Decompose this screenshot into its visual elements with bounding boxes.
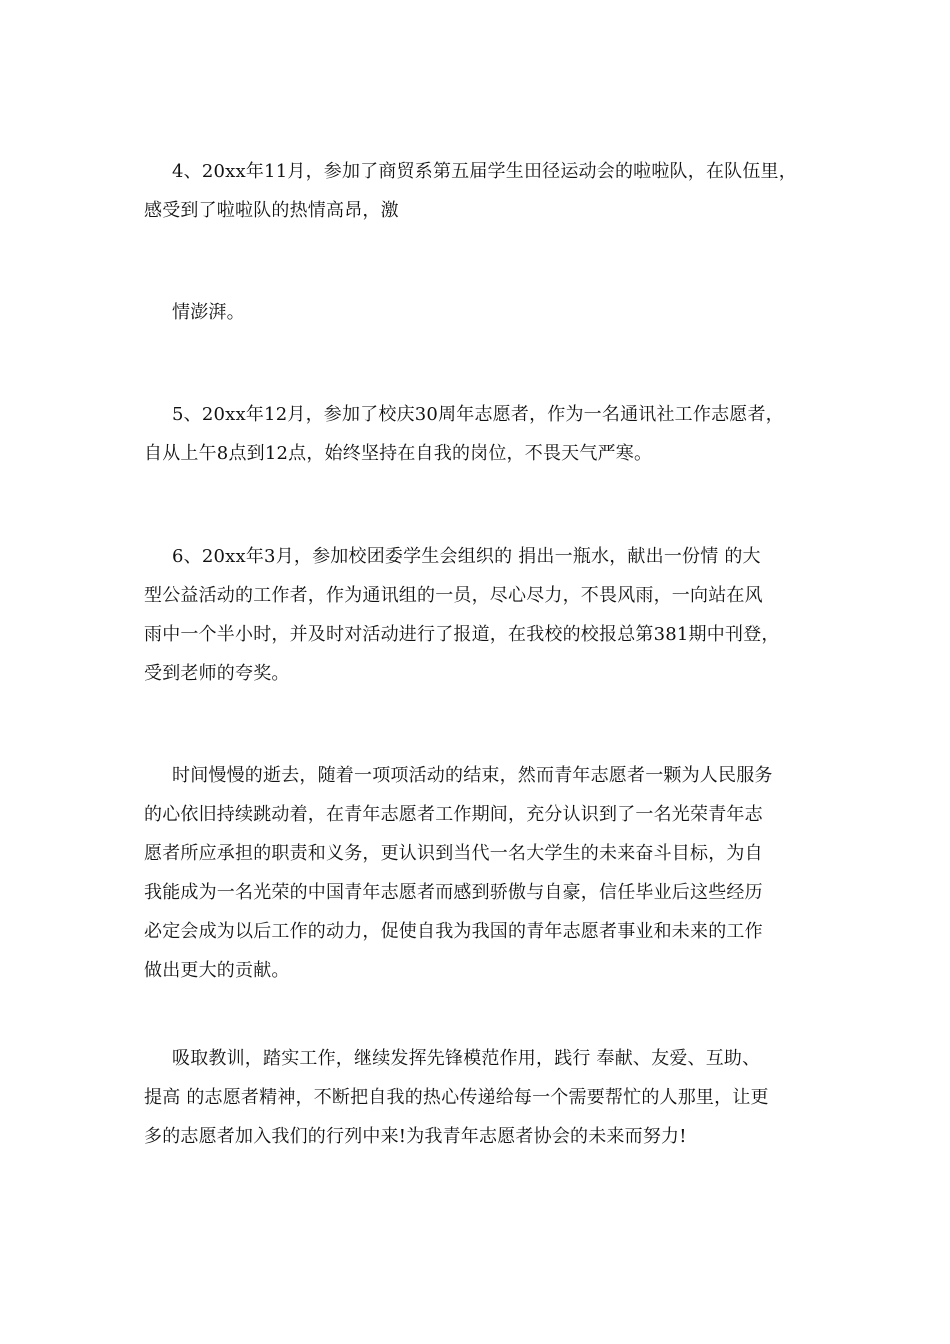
paragraph-conclusion — [144, 1039, 814, 1156]
text-line: 愿者所应承担的职责和义务，更认识到当代一名大学生的未来奋斗目标，为自 — [144, 843, 763, 864]
text-line: 的心依旧持续跳动着，在青年志愿者工作期间，充分认识到了一名光荣青年志 — [144, 804, 763, 825]
paragraph-item-5 — [144, 395, 814, 473]
text-line: 4、20xx年11月，参加了商贸系第五届学生田径运动会的啦啦队，在队伍里， — [172, 161, 797, 182]
text-line: 做出更大的贡献。 — [144, 960, 290, 981]
text-line: 受到老师的夸奖。 — [144, 663, 290, 684]
text-line: 自从上午8点到12点，始终坚持在自我的岗位，不畏天气严寒。 — [144, 443, 653, 464]
text-line: 多的志愿者加入我们的行列中来!为我青年志愿者协会的未来而努力! — [144, 1126, 687, 1147]
paragraph-item-4 — [144, 152, 814, 230]
text-line: 雨中一个半小时，并及时对活动进行了报道，在我校的校报总第381期中刊登， — [144, 624, 780, 645]
text-line: 时间慢慢的逝去，随着一项项活动的结束，然而青年志愿者一颗为人民服务 — [172, 765, 773, 786]
text-line: 我能成为一名光荣的中国青年志愿者而感到骄傲与自豪，信任毕业后这些经历 — [144, 882, 763, 903]
text-line: 情澎湃。 — [172, 302, 245, 323]
text-line: 吸取教训，踏实工作，继续发挥先锋模范作用，践行 奉献、友爱、互助、 — [172, 1048, 761, 1069]
text-line: 感受到了啦啦队的热情高昂，激 — [144, 200, 399, 221]
text-line: 5、20xx年12月，参加了校庆30周年志愿者，作为一名通讯社工作志愿者， — [172, 404, 784, 425]
paragraph-item-6 — [144, 537, 814, 693]
text-line: 必定会成为以后工作的动力，促使自我为我国的青年志愿者事业和未来的工作 — [144, 921, 763, 942]
text-line: 6、20xx年3月，参加校团委学生会组织的 捐出一瓶水，献出一份情 的大 — [172, 546, 761, 567]
text-line: 型公益活动的工作者，作为通讯组的一员，尽心尽力，不畏风雨，一向站在风 — [144, 585, 763, 606]
text-line: 提高 的志愿者精神，不断把自我的热心传递给每一个需要帮忙的人那里，让更 — [144, 1087, 769, 1108]
paragraph-continuation — [144, 293, 814, 332]
paragraph-reflection — [144, 756, 814, 990]
